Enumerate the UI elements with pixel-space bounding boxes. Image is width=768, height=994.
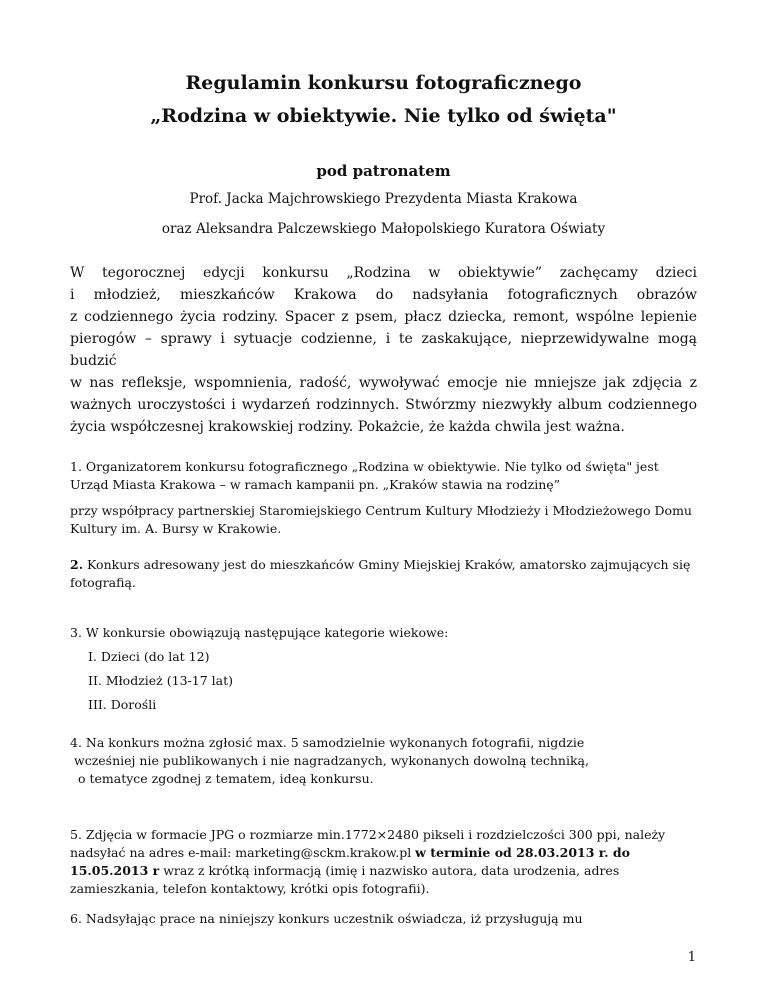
category-item: III. Dorośli — [88, 697, 157, 712]
section-5 — [70, 826, 697, 898]
intro-line: życia współczesnej krakowskiej rodziny. Pokażcie, że każda chwila jest ważna. — [70, 419, 625, 435]
title-block — [70, 68, 697, 242]
intro-line: pierogów – sprawy i sytuacje codzienne, i te zaskakujące, nieprzewidywalne mogą budzić — [70, 331, 697, 369]
patronage-heading: pod patronatem — [316, 162, 451, 180]
document-subtitle: „Rodzina w obiektywie. Nie tylko od święta" — [150, 105, 617, 127]
intro-line: W tegorocznej edycji konkursu „Rodzina w obiektywie” zachęcamy dzieci — [70, 265, 697, 281]
intro-paragraph — [70, 262, 697, 438]
section-5-text-b: wraz z krótką informacją (imię i nazwisko autora, data urodzenia, adres zamieszkania, telefon kontaktowy, krótki opis fotografii). — [70, 863, 620, 896]
section-1-continued: przy współpracy partnerskiej Staromiejskiego Centrum Kultury Młodzieży i Młodzieżowego Domu Kultury im. A. Bursy w Krakowie. — [70, 503, 692, 536]
section-4 — [70, 734, 697, 788]
intro-line: z codziennego życia rodziny. Spacer z psem, płacz dziecka, remont, wspólne lepienie — [70, 309, 697, 325]
section-3: 3. W konkursie obowiązują następujące kategorie wiekowe: — [70, 625, 449, 640]
section-4-line-3: o tematyce zgodnej z tematem, ideą konkursu. — [78, 771, 374, 786]
patronage-line-1: Prof. Jacka Majchrowskiego Prezydenta Miasta Krakowa — [189, 191, 578, 207]
document-page — [70, 60, 697, 928]
section-2-number: 2. — [70, 557, 84, 572]
section-2 — [70, 556, 697, 592]
section-1: 1. Organizatorem konkursu fotograficznego „Rodzina w obiektywie. Nie tylko od święta" jest Urząd Miasta Krakowa – w ramach kampanii pn. „Kraków stawia na rodzinę” — [70, 459, 659, 492]
section-6: 6. Nadsyłając prace na niniejszy konkurs uczestnik oświadcza, iż przysługują mu — [70, 911, 583, 926]
category-item: II. Młodzież (13-17 lat) — [88, 673, 233, 688]
intro-line: w nas refleksje, wspomnienia, radość, wywoływać emocje nie mniejsze jak zdjęcia z — [70, 375, 697, 391]
section-5-text-a: 5. Zdjęcia w formacie JPG o rozmiarze min.1772×2480 pikseli i rozdzielczości 300 ppi, należy nadsyłać na adres e-mail: marketing@sckm.krakow.pl — [70, 827, 666, 860]
document-title: Regulamin konkursu fotograficznego — [185, 72, 582, 94]
section-4-line-1: 4. Na konkurs można zgłosić max. 5 samodzielnie wykonanych fotografii, nigdzie — [70, 735, 585, 750]
category-item: I. Dzieci (do lat 12) — [88, 649, 210, 664]
section-2-text: Konkurs adresowany jest do mieszkańców Gminy Miejskiej Kraków, amatorsko zajmujących się fotografią. — [70, 557, 691, 590]
page-number: 1 — [687, 950, 696, 965]
section-4-line-2: wcześniej nie publikowanych i nie nagradzanych, wykonanych dowolną techniką, — [74, 753, 589, 768]
patronage-line-2: oraz Aleksandra Palczewskiego Małopolskiego Kuratora Oświaty — [161, 221, 606, 237]
section-5-deadline: w terminie od 28.03.2013 r. do 15.05.2013 r — [70, 845, 630, 878]
intro-line: i młodzież, mieszkańców Krakowa do nadsyłania fotograficznych obrazów — [70, 287, 697, 303]
intro-line: ważnych uroczystości i wydarzeń rodzinnych. Stwórzmy niezwykły album codziennego — [70, 397, 697, 413]
